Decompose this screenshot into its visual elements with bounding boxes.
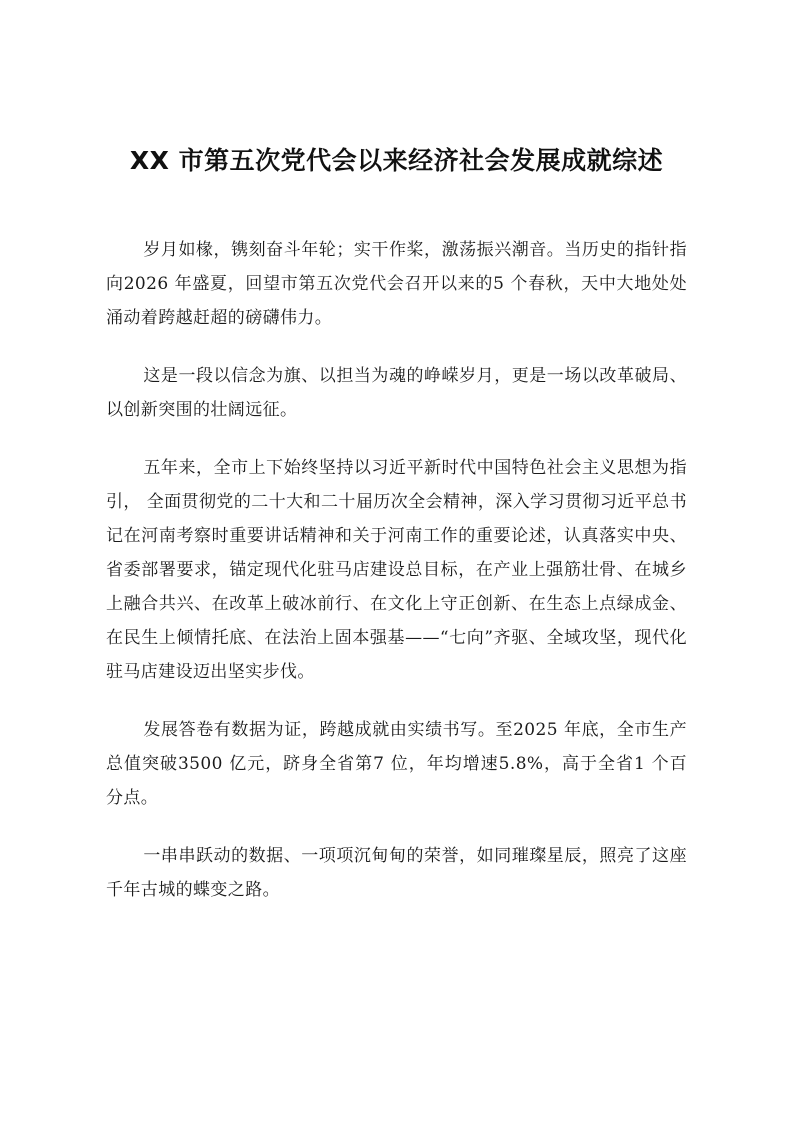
paragraph: 发展答卷有数据为证，跨越成就由实绩书写。至2025 年底，全市生产总值突破3500 亿元，跻身全省第7 位，年均增速5.8%，高于全省1 个百分点。 <box>106 720 687 808</box>
paragraph: 五年来，全市上下始终坚持以习近平新时代中国特色社会主义思想为指引， 全面贯彻党的二十大和二十届历次全会精神，深入学习贯彻习近平总书记在河南考察时重要讲话精神和关于河南工作的重要论述，认真落实中央、省委部署要求，锚定现代化驻马店建设总目标，在产业上强筋壮骨、在城乡上融合共兴、在改革上破冰前行、在文化上守正创新、在生态上点绿成金、在民生上倾情托底、在法治上固本强基——“七向”齐驱、全域攻坚，现代化驻马店建设迈出坚实步伐。 <box>106 458 687 682</box>
paragraph: 一串串跃动的数据、一项项沉甸甸的荣誉，如同璀璨星辰，照亮了这座千年古城的蝶变之路。 <box>106 846 687 900</box>
paragraph: 这是一段以信念为旗、以担当为魂的峥嵘岁月，更是一场以改革破局、以创新突围的壮阔远征。 <box>106 366 687 420</box>
document-title: XX 市第五次党代会以来经济社会发展成就综述 <box>129 146 664 175</box>
document-body <box>106 233 687 931</box>
paragraph: 岁月如椽，镌刻奋斗年轮；实干作桨，激荡振兴潮音。当历史的指针指向2026 年盛夏，回望市第五次党代会召开以来的5 个春秋，天中大地处处涌动着跨越赶超的磅礴伟力。 <box>106 240 687 328</box>
